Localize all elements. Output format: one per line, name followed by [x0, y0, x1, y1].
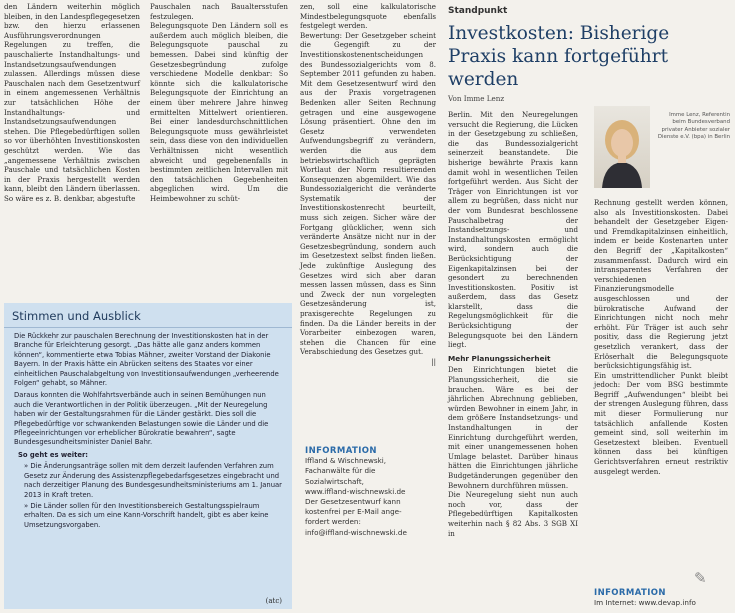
- column-paragraph: Berlin. Mit den Neuregelungen versucht die Regierung, die Lücken in der Gesetzgebung zu schließen, die das Bundessozialgericht seinerzeit beanstandete. Die bisherige bewährte Praxis kann damit wohl in wesentlichen Teilen fortgeführt werden. Aus Sicht der Träger von Einrichtungen ist vor allem zu begrüßen, dass nicht nur der vom Bundesrat beschlossene Pauschalbetrag der Instandsetzungs- und Instandhaltungskosten ermöglicht wird, sondern auch die Berücksichtigung der Eigenkapitalzinsen bei der gesondert zu berechnenden Investitionskosten. Positiv ist außerdem, dass das Gesetz klarstellt, dass die Regelungsmöglichkeit für die Berücksichtigung der Belegungsquote bei den Ländern liegt.: [448, 110, 578, 350]
- info-line: kostenfrei per E-Mail ange-: [305, 507, 402, 517]
- info-line: Der Gesetzesentwurf kann: [305, 497, 401, 507]
- column-subhead: Mehr Planungssicherheit: [448, 353, 551, 363]
- article-column-2: [150, 2, 288, 203]
- info-box-left: [305, 446, 433, 538]
- box-body: [4, 328, 292, 530]
- portrait-image: [594, 106, 650, 188]
- pen-mark-icon: ✎: [694, 569, 707, 587]
- column-paragraph: den Ländern weiterhin möglich bleiben, in den Landespflegegesetzen bzw. den hierzu erlassenen Ausführungsverordnungen Regelungen zu treffen, die pauschalierte Instandhaltungs- und Instandsetzungsaufwendungen zulassen. Allerdings müssen diese Pauschalen nach dem Gesetzentwurf in einem angemessenen Verhältnis zur tatsächlichen Höhe der Instandhaltungs- und Instandsetzungsaufwendungen stehen. Die Pflegebedürftigen sollen so vor überhöhten Investitionskosten geschützt werden. Wie das „angemessene Verhältnis zwischen Pauschale und tatsächlichen Kosten in der Praxis hergestellt werden kann, bleibt den Ländern überlassen. So wäre es z. B. denkbar, abgestufte: [4, 2, 140, 203]
- info-link[interactable]: www.iffland-wischnewski.de: [305, 486, 406, 496]
- column-paragraph: Den Einrichtungen bietet die Planungssicherheit, die sie brauchen. Wäre es bei der jährlichen Abrechnung geblieben, würden Bewohner in einem Jahr, in dem größere Instandsetzungs- und Instandhaltungen in der Einrichtung durchgeführt werden, mit einer unangemessenen hohen Umlage belastet. Darüber hinaus hätten die Einrichtungen jährliche Budgetänderungen gegenüber den Bewohnern durchführen müssen.: [448, 365, 578, 490]
- article-column-3: [300, 2, 436, 367]
- article-column-5: [594, 198, 728, 476]
- rubric-label: Standpunkt: [448, 6, 508, 16]
- column-paragraph: Ein umstrittendlicher Punkt bleibt jedoch: Der vom BSG bestimmte Begriff „Aufwendungen“ bleibt bei der strengen Auslegung führen, dass mit dieser Formulierung nur tatsächlich anfallende Kosten gemeint sind, soll weiterhin im Gesetzestext bleiben. Eventuell können dass bei künftigen Gerichtsverfahren erneut restriktiv ausgelegt werden.: [594, 370, 728, 476]
- stimmen-box: [4, 303, 292, 609]
- box-bullet: » Die Änderungsanträge sollen mit dem derzeit laufenden Verfahren zum Gesetz zur Änderung des Assistenzpflegebedarfsgesetzes eingebracht und nach derzeitiger Planung des Bundesgesundheitsministeriums am 1. Januar 2013 in Kraft treten.: [24, 462, 282, 500]
- column-paragraph: Rechnung gestellt werden können, also als Investitionskosten. Dabei behandelt der Gesetzgeber Eigen- und Fremdkapitalzinsen einheitlich, indem er beide Kostenarten unter den Begriff der „Kapitalkosten“ zusammenfasst. Dadurch wird ein intransparentes Verfahren der verschiedenen Finanzierungsmodelle ausgeschlossen und der bürokratische Aufwand der Einrichtungen nicht noch mehr erhöht. Für Träger ist auch sehr positiv, dass die Regierung jetzt gesetzlich verankert, dass der Erlöserhalt die Belegungsquote berücksichtigungsfähig ist.: [594, 198, 728, 371]
- author-photo: [594, 106, 650, 188]
- box-bullet: » Die Länder sollen für den Investitionsbereich Gestaltungsspielraum erhalten. Da es sich um eine Kann-Vorschrift handelt, gibt es aber keine Umsetzungsvorgaben.: [24, 502, 282, 530]
- article-column-4: [448, 110, 578, 538]
- info-line: Fachanwälte für die: [305, 466, 376, 476]
- column-paragraph: Bewertung: Der Gesetzgeber scheint die Gegengift zu der Investitionskostenentscheidungen des Bundessozialgerichts vom 8. September 2011 gefunden zu haben. Mit dem Gesetzesentwurf wird den aus der Praxis vorgetragenen Bedenken aller Seiten Rechnung getragen und eine ausgewogene Lösung präsentiert. Ohne den im Gesetz verwendeten Aufwendungsbegriff zu verändern, werden die aus dem betriebswirtschaftlich geprägten Wortlaut der Norm resultierenden Konsequenzen abgemildert. Wie das Bundessozialgericht die veränderte Systematik der Investitionskostenrecht beurteilt, muss sich zeigen. Sicher wäre der Fortgang glücklicher, wenn sich veränderte Ansätze nicht nur in der Gesetzesbegründung, sondern auch im Gesetzestext selbst finden ließen. Jede zukünftige Auslegung des Gesetzes wird sich aber daran messen lassen müssen, dass es Sinn und Zweck der nun vorgelegten Gesetzesänderung ist, praxisgerechte Regelungen zu finden. Da die Länder bereits in der Vorarbeiter einbezogen waren, stehen die Chancen für eine Verabschiedung des Gesetzes gut.: [300, 30, 436, 357]
- photo-caption: Imme Lenz, Referentin beim Bundesverband privater Anbieter sozialer Dienste e.V. (bpa) in Berlin: [657, 112, 730, 141]
- box-footnote: (atc): [265, 597, 282, 605]
- box-subhead: So geht es weiter:: [18, 450, 89, 459]
- box-bullet-list: [14, 462, 282, 530]
- info-email-link[interactable]: info@iffland-wischnewski.de: [305, 527, 407, 537]
- article-headline: Investkosten: Bisherige Praxis kann fortgeführt werden: [448, 23, 670, 90]
- article-column-1: [4, 2, 140, 203]
- byline: Von Imme Lenz: [448, 94, 505, 103]
- box-title: Stimmen und Ausblick: [4, 303, 292, 328]
- info-heading: INFORMATION: [305, 446, 377, 456]
- box-paragraph: Daraus konnten die Wohlfahrtsverbände auch in seinen Bemühungen nun auch die Verantwortlichen in der Politik überzeugen. „Mit der Neuregelung haben wir der Gestaltungsrahmen für die Länder gestärkt. Dies soll die Pflegebedürftige vor schwankenden Belastungen sowie die Länder und die Pflegeeinrichtungen vor erheblicher Bürokratie bewahren“, sagte Bundesgesundheitsminister Daniel Bahr.: [14, 391, 269, 447]
- info-link[interactable]: Im Internet: www.devap.info: [594, 598, 696, 607]
- box-paragraph: Die Rückkehr zur pauschalen Berechnung der Investitionskosten hat in der Branche für Erleichterung gesorgt. „Das hätte alle ganz anders kommen können“, kommentierte etwa Tobias Mähner, zweiter Vorstand der Diakonie Bayern. In der Praxis hätte ein Abrücken seitens des Staates vor einer einheitlichen Pauschalabgeltung von Investitionsaufwendungen „verheerende Folgen“ gehabt, so Mähner.: [14, 332, 279, 388]
- info-box-right: [594, 588, 734, 607]
- info-line: fordert werden:: [305, 517, 361, 527]
- column-paragraph: Belegungsquote Den Ländern soll es außerdem auch möglich bleiben, die Belegungsquote pauschal zu bemessen. Dabei sind künftig der Gesetzesbegründung zufolge verschiedene Modelle denkbar: So könnte sich die kalkulatorische Belegungsquote der Einrichtung an einem über mehrere Jahre hinweg ermittelten Mittelwert orientieren. Bei einer landesdurchschnittlichen Belegungsquote muss gewährleistet sein, dass diese von den individuellen Verhältnissen nicht wesentlich abweicht und gegebenenfalls in bestimmten zeitlichen Intervallen mit den tatsächlichen Gegebenheiten abgeglichen wird. Um die Heimbewohner zu schüt-: [150, 21, 288, 203]
- column-paragraph: Die Neuregelung sieht nun auch noch vor, dass der Pflegebedürftigen Kapitalkosten weiterhin nach § 82 Abs. 3 SGB XI in: [448, 490, 578, 538]
- end-mark: ||: [431, 356, 436, 366]
- column-paragraph: Pauschalen nach Baualtersstufen festzulegen.: [150, 2, 288, 21]
- info-line: Sozialwirtschaft,: [305, 476, 364, 486]
- info-heading: INFORMATION: [594, 588, 666, 598]
- column-paragraph: zen, soll eine kalkulatorische Mindestbelegungsquote ebenfalls festgelegt werden.: [300, 2, 436, 31]
- info-line: Iffland & Wischnewski,: [305, 456, 387, 466]
